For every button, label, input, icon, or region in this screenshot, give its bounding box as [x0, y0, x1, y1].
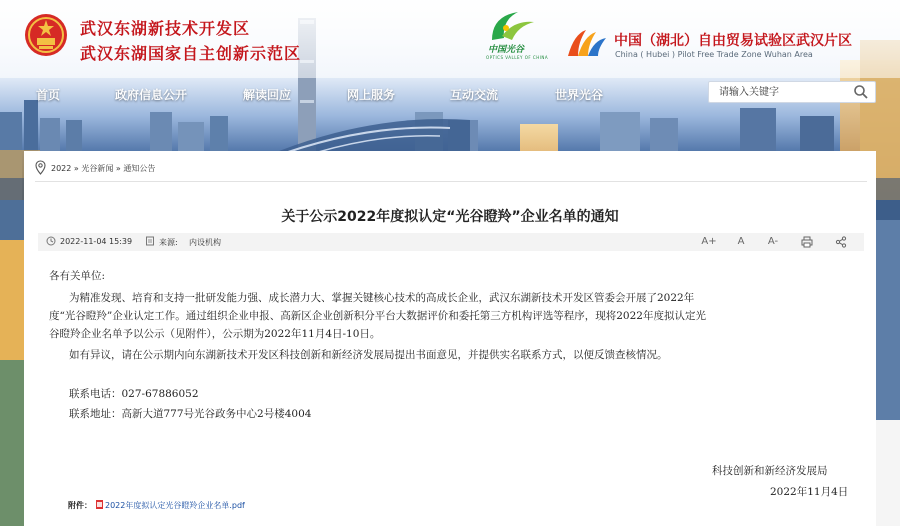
attachment-label: 附件：	[68, 501, 92, 510]
site-title-line1: 武汉东湖新技术开发区	[80, 19, 251, 38]
print-icon	[801, 236, 813, 248]
share-button[interactable]	[832, 235, 850, 249]
nav-item-world-optics-valley[interactable]: 世界光谷	[555, 88, 604, 102]
free-trade-zone-name: 中国（湖北）自由贸易试验区武汉片区	[614, 33, 852, 49]
right-side-decor	[876, 200, 900, 526]
source-label: 来源:	[159, 238, 178, 247]
nav-item-gov-info[interactable]: 政府信息公开	[115, 88, 188, 102]
print-button[interactable]	[798, 235, 816, 249]
source-value: 内设机构	[189, 238, 221, 247]
search-box	[708, 81, 876, 103]
font-decrease-button[interactable]: A-	[767, 236, 779, 247]
salutation: 各有关单位:	[49, 270, 106, 282]
contact-phone: 联系电话：027-67886052	[69, 388, 199, 400]
document-icon	[145, 236, 155, 246]
article-title: 关于公示2022年度拟认定“光谷瞪羚”企业名单的通知	[281, 209, 619, 225]
breadcrumb-separator: »	[73, 164, 79, 173]
search-icon[interactable]	[853, 84, 869, 100]
paragraph-line: 为精准发现、培育和支持一批研发能力强、成长潜力大、掌握关键核心技术的高成长企业，武汉东湖新技术开发区管委会开展了2022年	[69, 292, 695, 304]
contact-address: 联系地址：高新大道777号光谷政务中心2号楼4004	[69, 408, 312, 420]
nav-item-online-service[interactable]: 网上服务	[347, 88, 396, 102]
optics-valley-logo-text: 中国光谷	[488, 45, 525, 55]
attachment-line	[68, 500, 245, 511]
site-title-line2: 武汉东湖国家自主创新示范区	[80, 44, 302, 63]
breadcrumb-item-year[interactable]: 2022	[51, 164, 72, 173]
signature-date: 2022年11月4日	[770, 486, 849, 498]
free-trade-zone-name-en: China ( Hubei ) Pilot Free Trade Zone Wuhan Area	[615, 50, 813, 59]
paragraph-line: 如有异议，请在公示期内向东湖新技术开发区科技创新和新经济发展局提出书面意见，并提供实名联系方式，以便反馈查核情况。	[69, 349, 668, 361]
font-increase-button[interactable]: A+	[701, 236, 717, 247]
publish-date: 2022-11-04 15:39	[60, 237, 133, 246]
free-trade-zone-logo-icon	[564, 26, 608, 60]
breadcrumb-item-news[interactable]: 光谷新闻	[81, 164, 114, 173]
pdf-icon	[96, 500, 103, 509]
signature-org: 科技创新和新经济发展局	[712, 465, 828, 477]
breadcrumb-separator: »	[115, 164, 121, 173]
location-pin-icon	[35, 160, 46, 175]
breadcrumb-item-notices[interactable]: 通知公告	[123, 164, 156, 173]
nav-item-home[interactable]: 首页	[36, 88, 61, 102]
breadcrumb-divider	[35, 181, 867, 182]
font-normal-button[interactable]: A	[737, 236, 745, 247]
paragraph-line: 谷瞪羚企业名单予以公示（见附件），公示期为2022年11月4日-10日。	[49, 328, 381, 340]
paragraph-line: 度“光谷瞪羚”企业认定工作。通过组织企业申报、高新区企业创新积分平台大数据评价和委托第三方机构评选等程序，现将2022年度拟认定光	[49, 310, 706, 322]
nav-item-interaction[interactable]: 互动交流	[450, 88, 499, 102]
attachment-link[interactable]: 2022年度拟认定光谷瞪羚企业名单.pdf	[105, 501, 245, 510]
national-emblem-icon	[24, 13, 68, 57]
share-icon	[835, 236, 847, 248]
clock-icon	[46, 236, 56, 246]
nav-item-interpretation[interactable]: 解读回应	[243, 88, 292, 102]
search-input[interactable]	[709, 82, 859, 102]
left-side-decor	[0, 200, 24, 526]
optics-valley-logo-subtext: OPTICS VALLEY OF CHINA	[486, 55, 549, 60]
article-meta-bar	[38, 233, 864, 251]
